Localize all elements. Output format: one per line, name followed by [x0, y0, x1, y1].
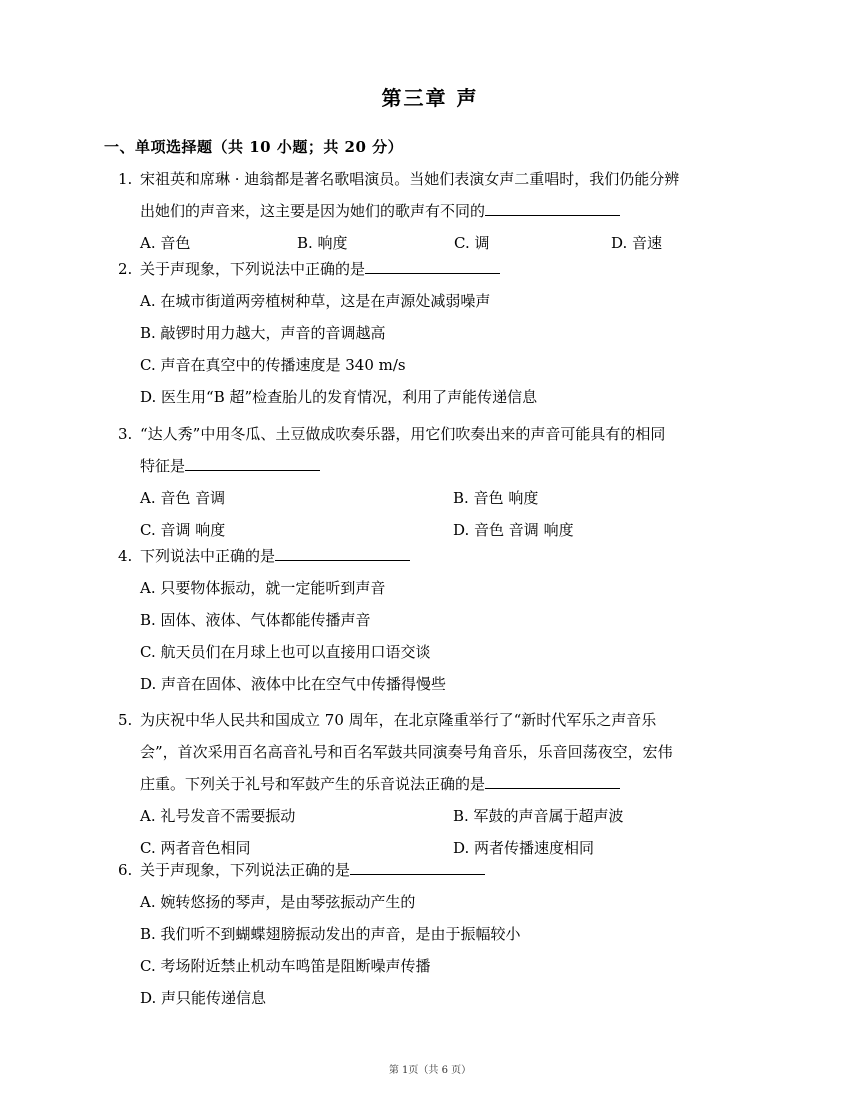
answer-blank	[365, 255, 500, 274]
option-c: C. 声音在真空中的传播速度是 340 m/s	[140, 356, 406, 374]
option-a: A. 婉转悠扬的琴声，是由琴弦振动产生的	[140, 893, 416, 911]
answer-blank	[350, 856, 485, 875]
option-b: B. 我们听不到蝴蝶翅膀振动发出的声音，是由于振幅较小	[140, 925, 521, 943]
question-stem-line: 关于声现象，下列说法中正确的是	[140, 260, 366, 278]
question-stem-line: 下列说法中正确的是	[140, 547, 276, 565]
option-d: D. 音速	[611, 234, 663, 252]
question-stem-line: 会”，首次采用百名高音礼号和百名军鼓共同演奏号角音乐，乐音回荡夜空，宏伟	[140, 743, 673, 761]
answer-blank	[185, 452, 320, 471]
question-3	[118, 418, 778, 546]
option-b: B. 音色 响度	[453, 489, 539, 507]
option-d: D. 两者传播速度相同	[453, 839, 595, 857]
option-d: D. 医生用“B 超”检查胎儿的发育情况，利用了声能传递信息	[140, 388, 538, 406]
answer-blank	[485, 770, 620, 789]
option-b: B. 固体、液体、气体都能传播声音	[140, 611, 371, 629]
question-number: 2.	[118, 260, 133, 278]
question-stem-line: 出她们的声音来，这主要是因为她们的歌声有不同的	[140, 202, 486, 220]
option-a: A. 礼号发音不需要振动	[140, 807, 296, 825]
question-stem-line: 关于声现象，下列说法正确的是	[140, 861, 351, 879]
section-heading: 一、单项选择题（共 10 小题；共 20 分）	[104, 138, 404, 156]
question-stem-line: 庄重。下列关于礼号和军鼓产生的乐音说法正确的是	[140, 775, 486, 793]
option-a: A. 在城市街道两旁植树种草，这是在声源处减弱噪声	[140, 292, 491, 310]
option-d: D. 声只能传递信息	[140, 989, 267, 1007]
answer-blank	[485, 197, 620, 216]
question-1	[118, 163, 778, 259]
option-a: A. 音色 音调	[140, 489, 226, 507]
option-b: B. 响度	[297, 234, 348, 252]
option-c: C. 调	[454, 234, 490, 252]
question-number: 6.	[118, 861, 133, 879]
page-footer: 第 1页（共 6 页）	[388, 1065, 472, 1076]
question-4	[118, 540, 778, 700]
option-c: C. 两者音色相同	[140, 839, 251, 857]
question-stem-line: 为庆祝中华人民共和国成立 70 周年，在北京隆重举行了“新时代军乐之声音乐	[140, 711, 657, 729]
option-a: A. 音色	[140, 234, 191, 252]
option-b: B. 军鼓的声音属于超声波	[453, 807, 624, 825]
question-number: 4.	[118, 547, 133, 565]
option-d: D. 音色 音调 响度	[453, 521, 574, 539]
option-a: A. 只要物体振动，就一定能听到声音	[140, 579, 386, 597]
answer-blank	[275, 542, 410, 561]
question-number: 3.	[118, 425, 133, 443]
question-stem-line: 特征是	[140, 457, 186, 475]
question-stem-line: “达人秀”中用冬瓜、土豆做成吹奏乐器，用它们吹奏出来的声音可能具有的相同	[140, 425, 666, 443]
question-stem-line: 宋祖英和席琳 · 迪翁都是著名歌唱演员。当她们表演女声二重唱时，我们仍能分辨	[140, 170, 680, 188]
question-6	[118, 854, 778, 1014]
question-number: 5.	[118, 711, 133, 729]
question-number: 1.	[118, 170, 133, 188]
option-c: C. 考场附近禁止机动车鸣笛是阻断噪声传播	[140, 957, 431, 975]
question-2	[118, 253, 778, 413]
option-b: B. 敲锣时用力越大，声音的音调越高	[140, 324, 386, 342]
option-d: D. 声音在固体、液体中比在空气中传播得慢些	[140, 675, 447, 693]
question-5	[118, 704, 778, 864]
page-title: 第三章 声	[381, 86, 479, 110]
option-c: C. 音调 响度	[140, 521, 226, 539]
option-c: C. 航天员们在月球上也可以直接用口语交谈	[140, 643, 431, 661]
